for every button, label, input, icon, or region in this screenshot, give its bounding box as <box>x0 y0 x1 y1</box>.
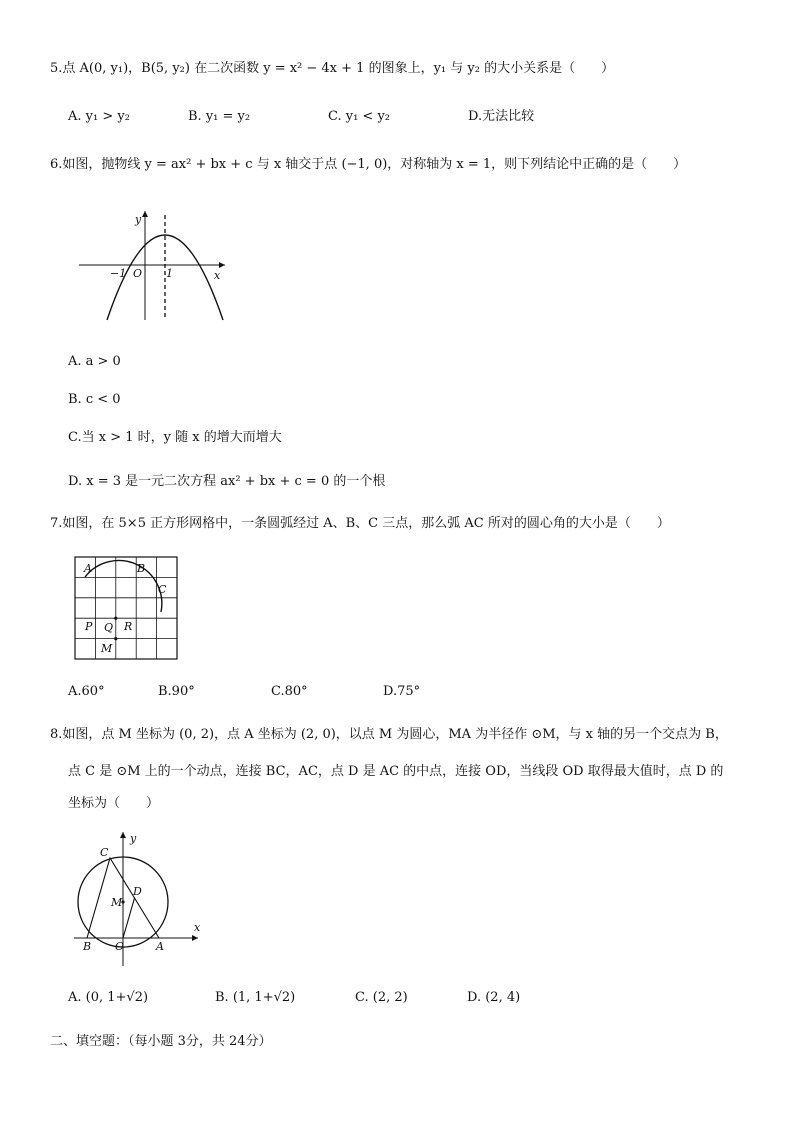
q7-point-r: R <box>124 620 133 633</box>
q6-stem: 6.如图，抛物线 y = ax² + bx + c 与 x 轴交于点 (−1, 0)，对称轴为 x = 1，则下列结论中正确的是（ ） <box>50 157 687 172</box>
q7-option-a: A.60° <box>68 684 105 699</box>
q6-y-label: y <box>135 213 142 226</box>
q8-y-label: y <box>130 832 137 845</box>
q6-option-a: A. a > 0 <box>68 354 121 369</box>
q6-parabola-figure <box>75 205 235 325</box>
q8-stem-line2: 点 C 是 ⊙M 上的一个动点，连接 BC，AC，点 D 是 AC 的中点，连接 OD，当线段 OD 取得最大值时，点 D 的 <box>68 764 724 779</box>
q7-grid-figure <box>74 556 180 662</box>
q7-point-c: C <box>158 583 167 596</box>
q5-option-d: D.无法比较 <box>468 109 535 124</box>
q8-point-m: M <box>111 896 123 909</box>
q8-point-c: C <box>100 846 109 859</box>
q7-point-m: M <box>101 642 113 655</box>
q6-option-d: D. x = 3 是一元二次方程 ax² + bx + c = 0 的一个根 <box>68 474 386 489</box>
q8-point-a: A <box>156 940 164 953</box>
q7-option-d: D.75° <box>383 684 421 699</box>
q8-stem-line3: 坐标为（ ） <box>68 796 160 811</box>
q8-option-a: A. (0, 1+√2) <box>68 990 149 1005</box>
q7-point-q: Q <box>104 621 114 634</box>
q8-stem-line1: 8.如图，点 M 坐标为 (0, 2)，点 A 坐标为 (2, 0)，以点 M 为圆心，MA 为半径作 ⊙M，与 x 轴的另一个交点为 B， <box>50 727 728 742</box>
q8-option-b: B. (1, 1+√2) <box>215 990 296 1005</box>
q7-option-b: B.90° <box>158 684 195 699</box>
q7-stem: 7.如图，在 5×5 正方形网格中，一条圆弧经过 A、B、C 三点，那么弧 AC 所对的圆心角的大小是（ ） <box>50 516 670 531</box>
q7-option-c: C.80° <box>271 684 308 699</box>
q8-x-label: x <box>194 921 201 934</box>
q6-neg1-label: −1 <box>110 267 127 280</box>
q8-point-b: B <box>83 940 92 953</box>
q5-option-a: A. y₁ > y₂ <box>68 109 130 124</box>
q5-stem: 5.点 A(0, y₁)，B(5, y₂) 在二次函数 y = x² − 4x + 1 的图象上，y₁ 与 y₂ 的大小关系是（ ） <box>50 61 615 76</box>
q7-point-a: A <box>84 562 92 575</box>
section-2-heading: 二、填空题：（每小题 3分，共 24分） <box>50 1034 272 1049</box>
q7-point-b: B <box>137 562 146 575</box>
q6-x-label: x <box>214 269 221 282</box>
q8-option-c: C. (2, 2) <box>355 990 408 1005</box>
q6-option-b: B. c < 0 <box>68 392 121 407</box>
q5-option-c: C. y₁ < y₂ <box>328 109 391 124</box>
q8-option-d: D. (2, 4) <box>467 990 521 1005</box>
q8-origin-label: O <box>115 940 125 953</box>
q5-option-b: B. y₁ = y₂ <box>188 109 251 124</box>
q7-point-p: P <box>85 620 93 633</box>
q6-one-label: 1 <box>166 267 173 280</box>
q6-option-c: C.当 x > 1 时，y 随 x 的增大而增大 <box>68 430 282 445</box>
q8-point-d: D <box>133 885 142 898</box>
q6-origin-label: O <box>133 267 143 280</box>
q8-circle-figure <box>70 828 210 968</box>
